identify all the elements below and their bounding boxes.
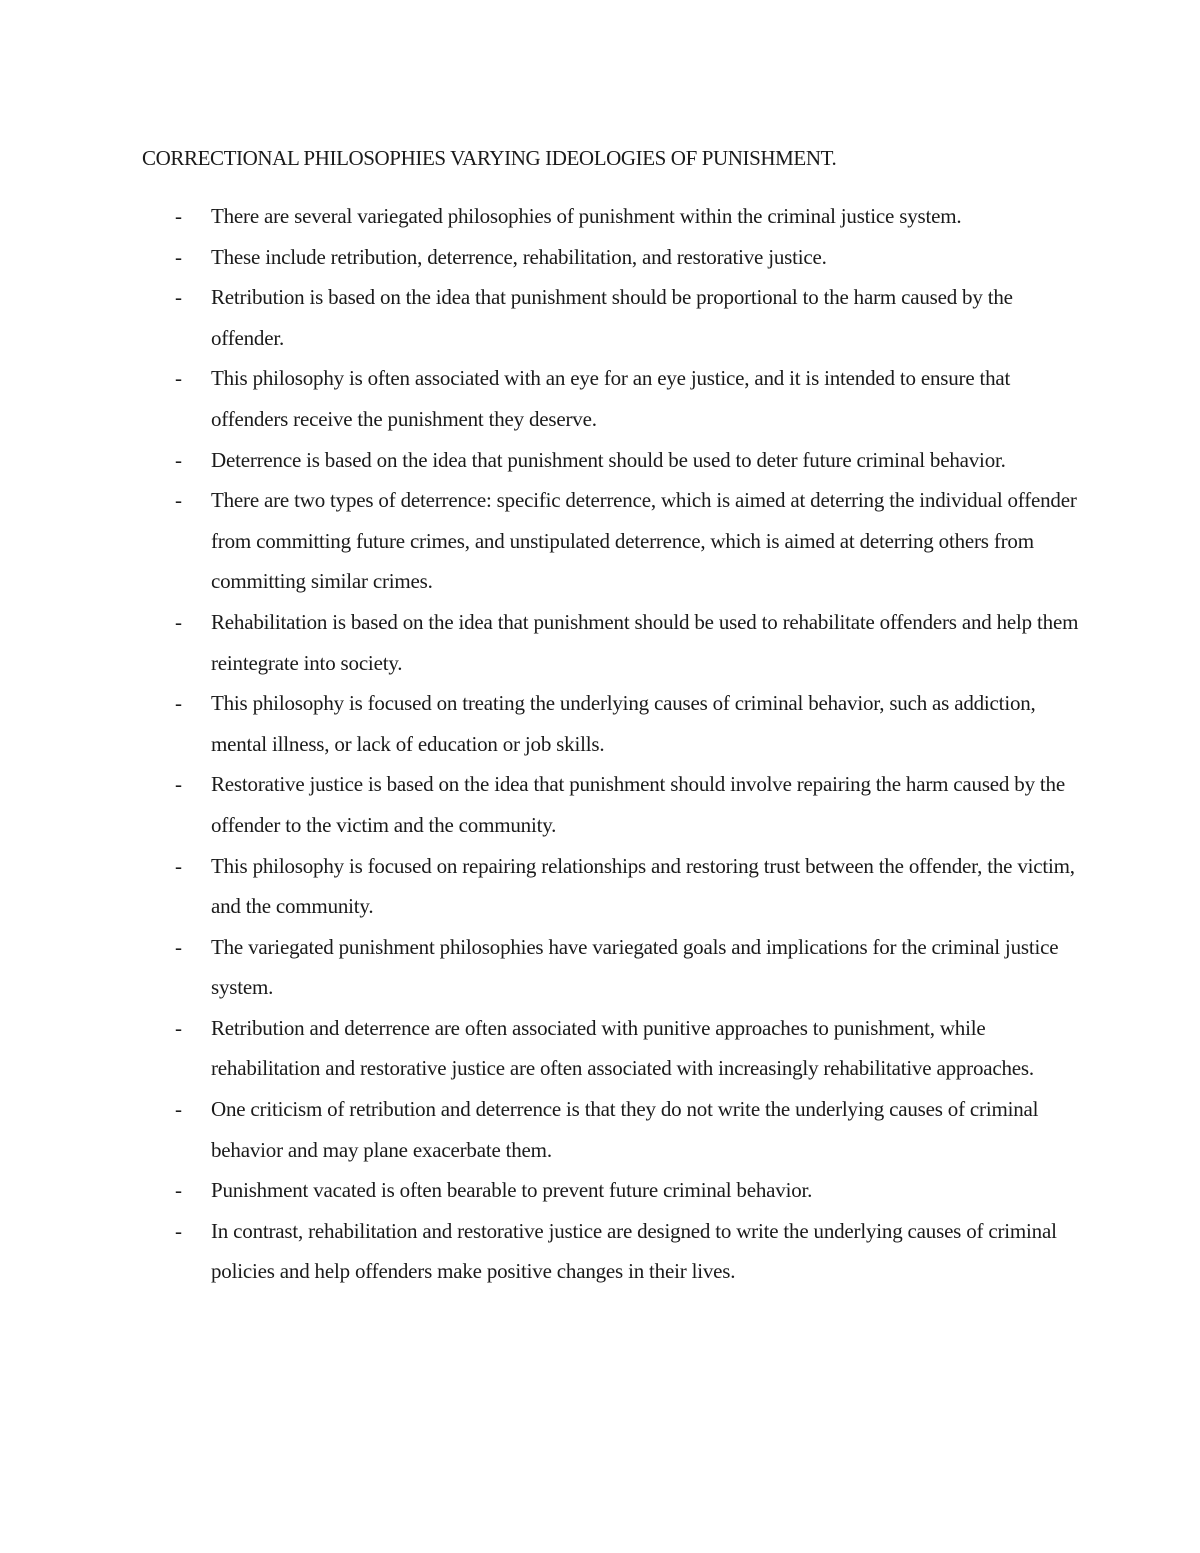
list-item (0, 480, 1200, 602)
bullet-text: This philosophy is focused on treating the underlying causes of criminal behavior, such as addiction, mental illness, or lack of education or job skills. (211, 691, 1036, 756)
list-item (0, 440, 1200, 481)
document-title: CORRECTIONAL PHILOSOPHIES VARYING IDEOLOGIES OF PUNISHMENT. (142, 146, 837, 170)
bullet-text: Punishment vacated is often bearable to prevent future criminal behavior. (211, 1178, 813, 1203)
bullet-dash: - (175, 691, 182, 716)
list-item (0, 237, 1200, 278)
bullet-text: The variegated punishment philosophies have variegated goals and implications for the criminal justice system. (211, 934, 1059, 1000)
bullet-dash: - (175, 244, 182, 269)
list-item (0, 1170, 1200, 1211)
bullet-text: There are several variegated philosophies of punishment within the criminal justice system. (211, 204, 962, 228)
bullet-text: There are two types of deterrence: specific deterrence, which is aimed at deterring the individual offender from committing future crimes, and unstipulated deterrence, which is aimed at deterring others from committing similar crimes. (211, 488, 1077, 594)
bullet-dash: - (175, 853, 182, 878)
bullet-dash: - (175, 488, 182, 513)
bullet-text: Retribution is based on the idea that punishment should be proportional to the harm caused by the offender. (211, 285, 1013, 350)
bullet-dash: - (175, 1178, 182, 1203)
list-item (0, 277, 1200, 358)
bullet-text: Restorative justice is based on the idea that punishment should involve repairing the harm caused by the offender to the victim and the community. (211, 772, 1065, 837)
list-item (0, 1008, 1200, 1089)
bullet-text: One criticism of retribution and deterrence is that they do not write the underlying causes of criminal behavior and may plane exacerbate them. (211, 1097, 1039, 1162)
bullet-text: In contrast, rehabilitation and restorative justice are designed to write the underlying causes of criminal policies and help offenders make positive changes in their lives. (211, 1218, 1057, 1284)
list-item (0, 602, 1200, 683)
bullet-text: This philosophy is focused on repairing relationships and restoring trust between the offender, the victim, and the community. (211, 853, 1075, 919)
bullet-text: Deterrence is based on the idea that punishment should be used to deter future criminal behavior. (211, 447, 1006, 472)
bullet-dash: - (175, 447, 182, 472)
bullet-dash: - (175, 1218, 182, 1243)
bullet-dash: - (175, 1097, 182, 1122)
list-item (0, 846, 1200, 927)
list-item (0, 1211, 1200, 1292)
list-item (0, 358, 1200, 439)
bullet-list (0, 196, 1200, 1292)
bullet-text: Retribution and deterrence are often associated with punitive approaches to punishment, while rehabilitation and restorative justice are often associated with increasingly rehabilitative approaches. (211, 1015, 1034, 1081)
list-item (0, 927, 1200, 1008)
list-item (0, 764, 1200, 845)
bullet-text: These include retribution, deterrence, rehabilitation, and restorative justice. (211, 244, 827, 269)
bullet-text: Rehabilitation is based on the idea that punishment should be used to rehabilitate offenders and help them reintegrate into society. (211, 609, 1079, 675)
list-item (0, 1089, 1200, 1170)
bullet-dash: - (175, 772, 182, 797)
bullet-dash: - (175, 366, 182, 391)
bullet-dash: - (175, 934, 182, 959)
bullet-dash: - (175, 609, 182, 634)
list-item (0, 683, 1200, 764)
bullet-text: This philosophy is often associated with an eye for an eye justice, and it is intended to ensure that offenders receive the punishment they deserve. (211, 366, 1011, 431)
bullet-dash: - (175, 1015, 182, 1040)
bullet-dash: - (175, 285, 182, 310)
list-item (0, 196, 1200, 237)
bullet-dash: - (175, 204, 182, 228)
